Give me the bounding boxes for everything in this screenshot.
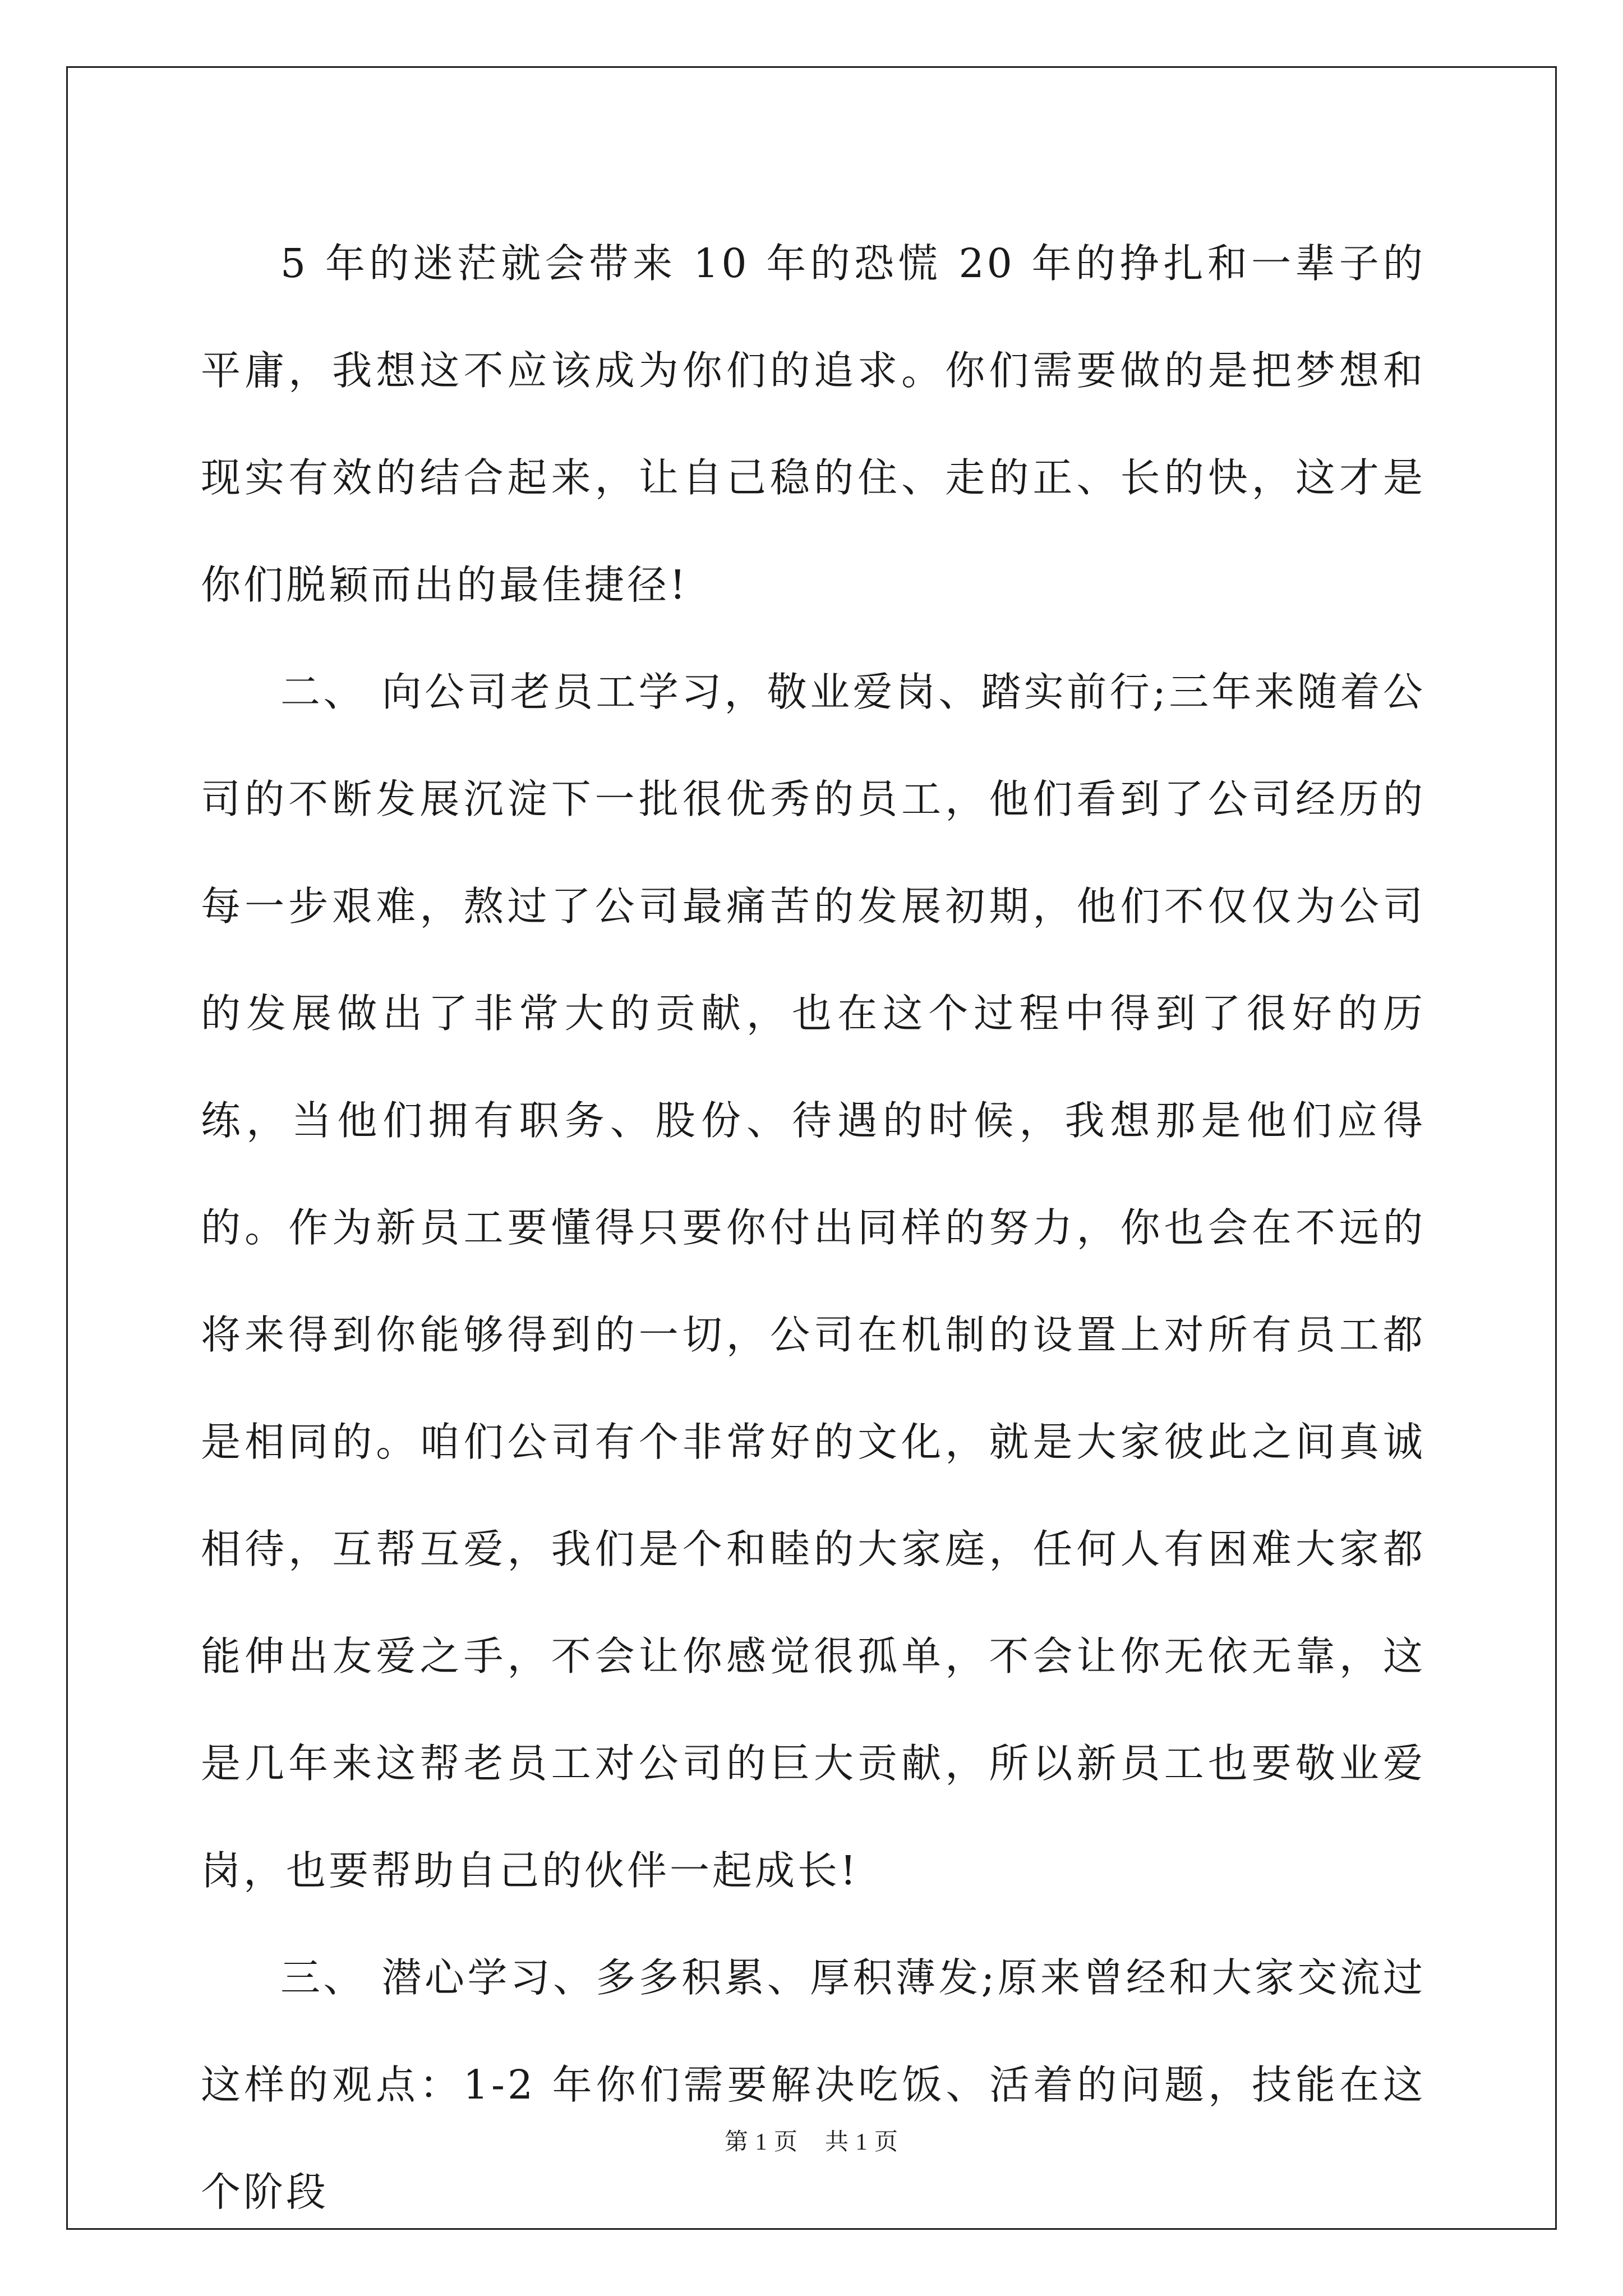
paragraph-1: 5 年的迷茫就会带来 10 年的恐慌 20 年的挣扎和一辈子的平庸，我想这不应该成为你们的追求。你们需要做的是把梦想和现实有效的结合起来，让自己稳的住、走的正、长的快，这才是你们脱颖而出的最佳捷径! xyxy=(201,240,1426,608)
page-footer xyxy=(0,2123,1623,2157)
paragraph-3: 三、 潜心学习、多多积累、厚积薄发;原来曾经和大家交流过这样的观点：1-2 年你们需要解决吃饭、活着的问题，技能在这个阶段 xyxy=(201,1954,1426,2215)
paragraph-2: 二、 向公司老员工学习，敬业爱岗、踏实前行;三年来随着公司的不断发展沉淀下一批很优秀的员工，他们看到了公司经历的每一步艰难，熬过了公司最痛苦的发展初期，他们不仅仅为公司的发展做出了非常大的贡献，也在这个过程中得到了很好的历练，当他们拥有职务、股份、待遇的时候，我想那是他们应得的。作为新员工要懂得只要你付出同样的努力，你也会在不远的将来得到你能够得到的一切，公司在机制的设置上对所有员工都是相同的。咱们公司有个非常好的文化，就是大家彼此之间真诚相待，互帮互爱，我们是个和睦的大家庭，任何人有困难大家都能伸出友爱之手，不会让你感觉很孤单，不会让你无依无靠，这是几年来这帮老员工对公司的巨大贡献，所以新员工也要敬业爱岗，也要帮助自己的伙伴一起成长! xyxy=(201,669,1426,1894)
page-total: 共 1 页 xyxy=(825,2129,899,2155)
page-number: 第 1 页 xyxy=(724,2129,798,2155)
document-body xyxy=(201,210,1426,2246)
